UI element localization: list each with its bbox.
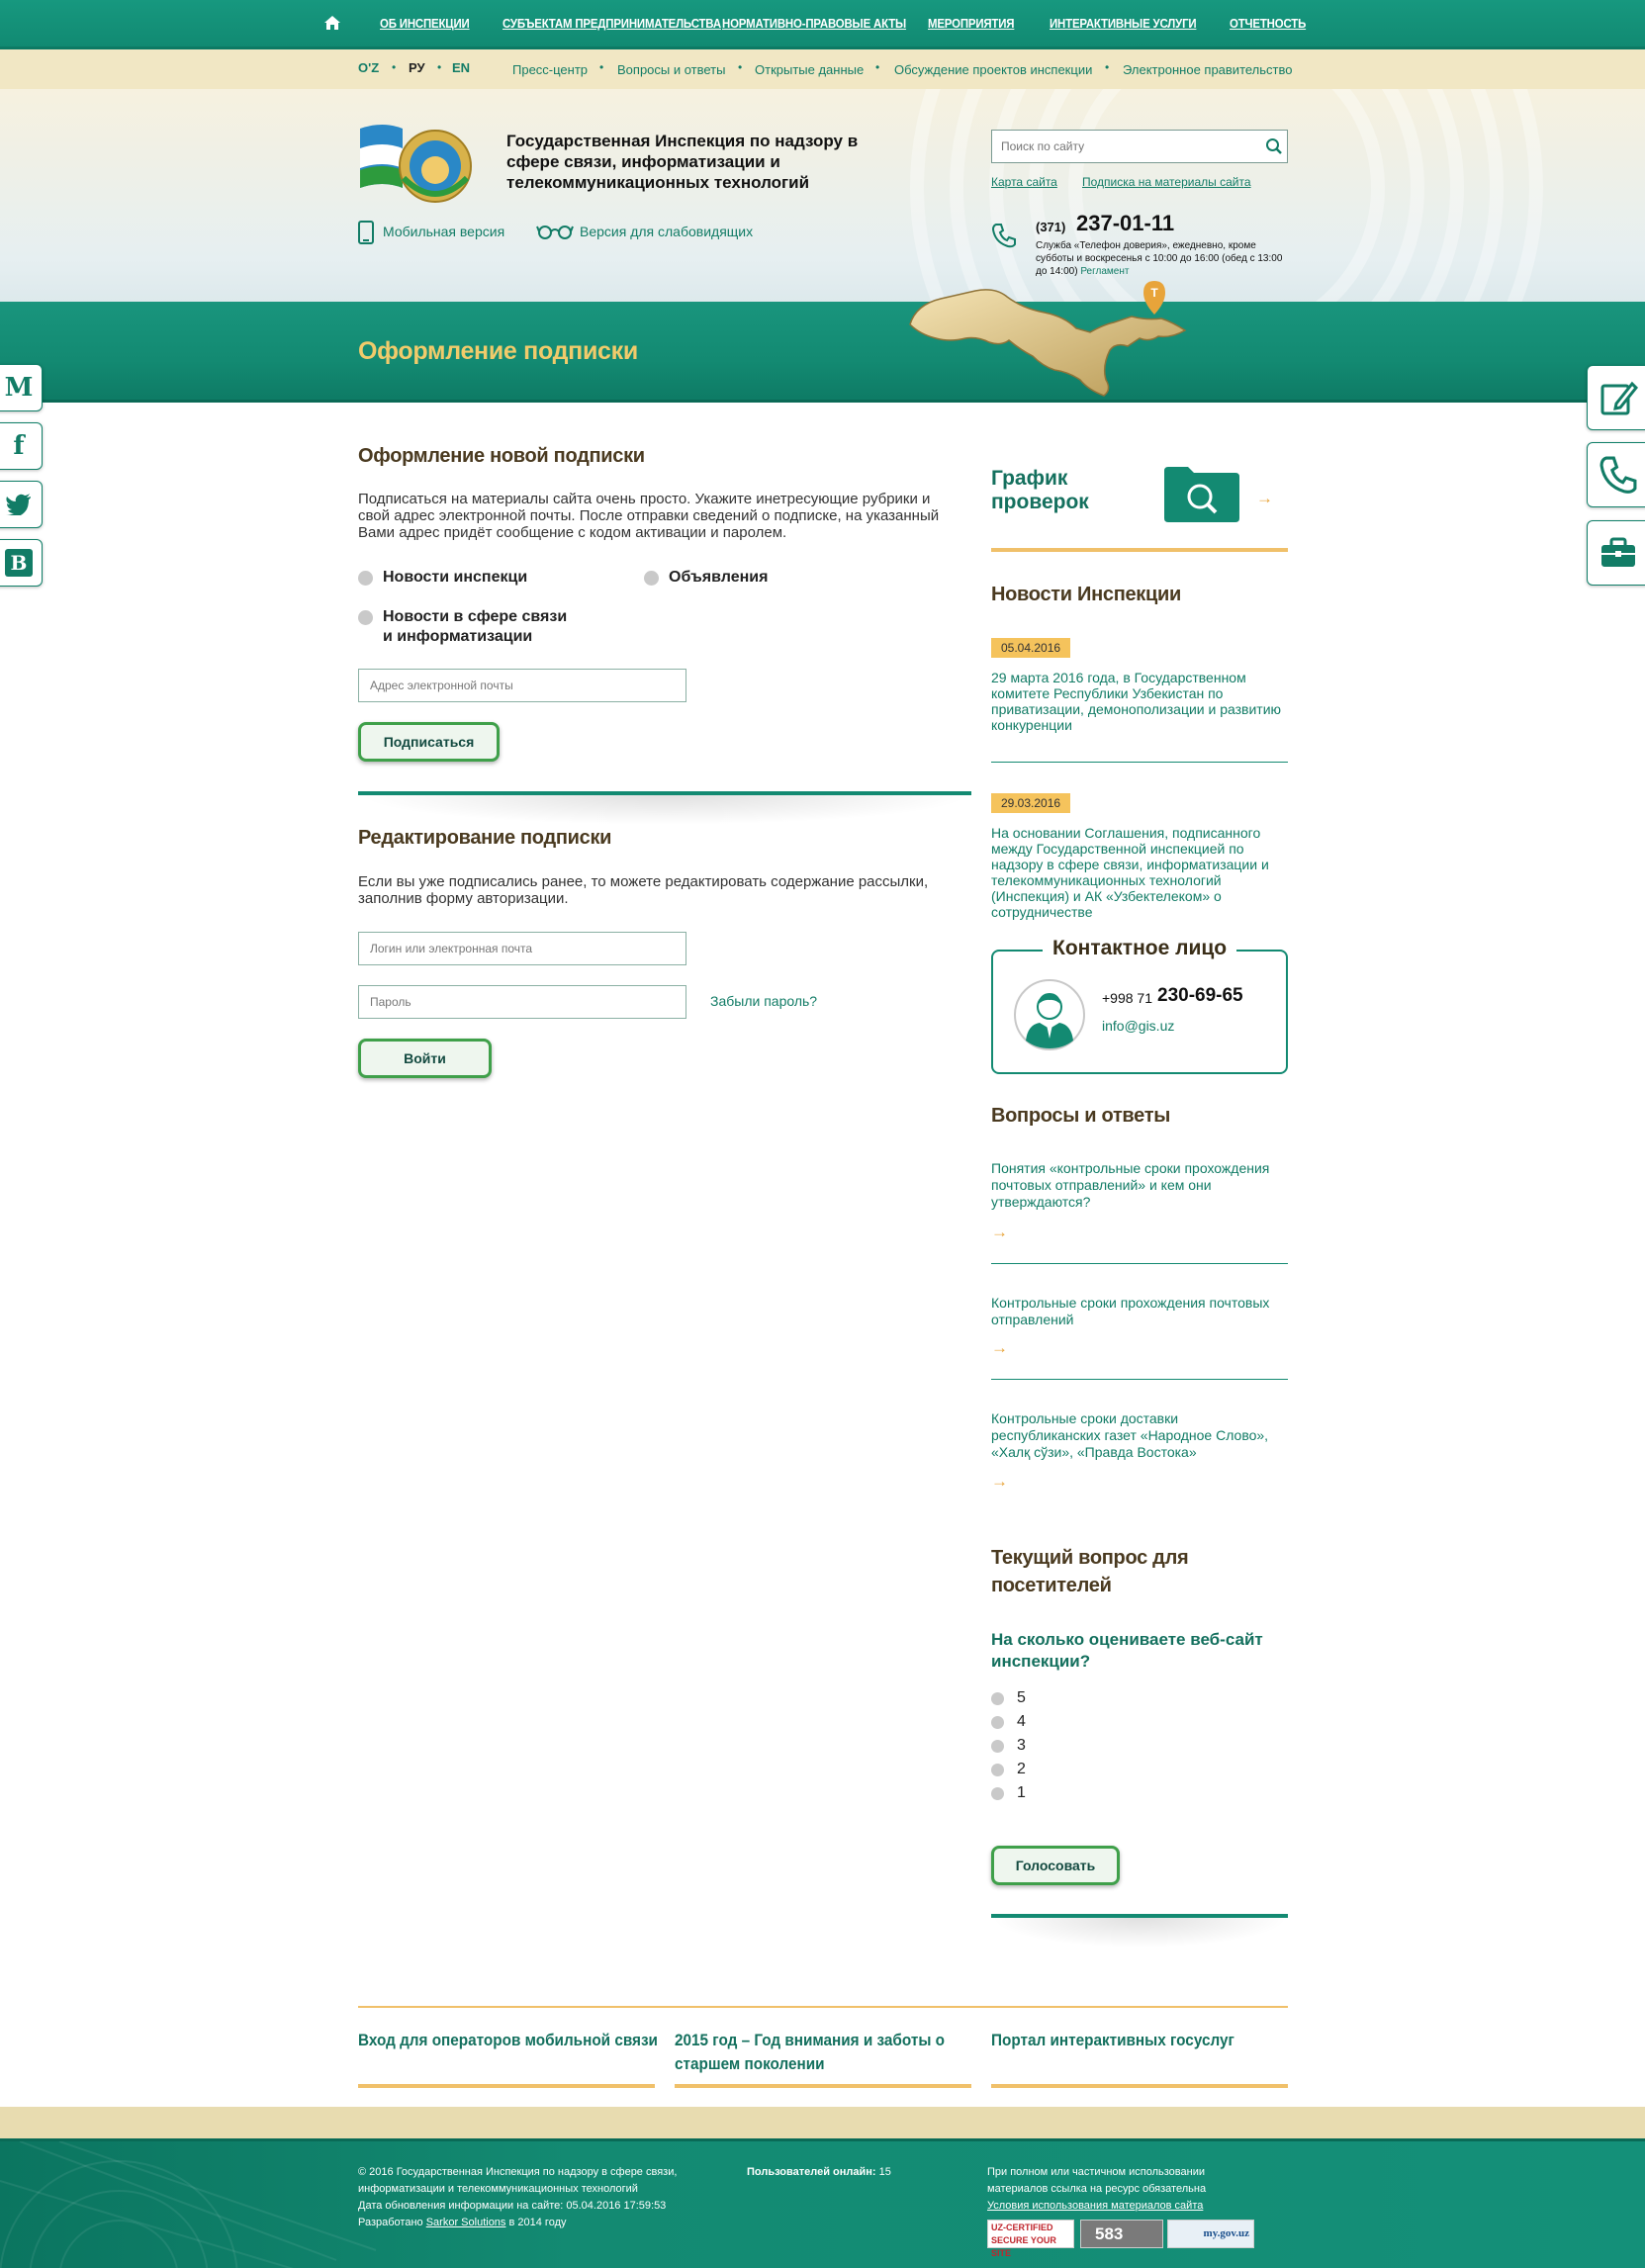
vkontakte-button[interactable] <box>0 539 43 587</box>
inspection-schedule-link[interactable] <box>991 467 1089 514</box>
year-link-line1: 2015 год – Год внимания и заботы о <box>675 2031 945 2049</box>
email-field <box>358 669 686 702</box>
organization-title[interactable]: Государственная Инспекция по надзору в сфере связи, информатизации и телекоммуникационных технологий <box>506 132 859 192</box>
nav-events[interactable]: МЕРОПРИЯТИЯ <box>928 16 1015 31</box>
avatar <box>1014 979 1085 1050</box>
services-button[interactable] <box>1587 520 1645 586</box>
state-emblem-logo[interactable] <box>358 119 472 208</box>
login-field <box>358 932 686 965</box>
contact-phone-code: +998 71 <box>1102 990 1152 1006</box>
contact-phone-number: 230-69-65 <box>1157 985 1243 1006</box>
footer-decor-strip <box>0 2107 1645 2138</box>
edit-subscription-text: Если вы уже подписались ранее, то можете редактировать содержание рассылки, заполнив форму авторизации. <box>358 873 929 907</box>
news-divider <box>991 762 1288 763</box>
new-subscription-text: Подписаться на материалы сайта очень просто. Укажите инетресующие рубрики и свой адрес электронной почты. После отправки сведений о подписке, на указанный Вами адрес придёт сообщение с кодом активации и паролем. <box>358 491 940 541</box>
secondary-navigation <box>0 49 1645 89</box>
poll-option-2[interactable]: 2 <box>991 1761 1026 1778</box>
briefcase-icon <box>1599 537 1637 569</box>
nav-legal-acts[interactable]: НОРМАТИВНО-ПРАВОВЫЕ АКТЫ <box>722 16 907 31</box>
qa-arrow-icon[interactable]: → <box>991 1223 1008 1241</box>
mobile-version-label: Мобильная версия <box>383 224 505 239</box>
login-button[interactable]: Войти <box>358 1039 492 1078</box>
online-users-label: Пользователей онлайн: <box>747 2166 876 2178</box>
nav-business[interactable]: СУБЪЕКТАМ ПРЕДПРИНИМАТЕЛЬСТВА <box>503 16 721 31</box>
year-link-line2: старшем поколении <box>675 2054 825 2073</box>
separator: • <box>599 60 604 74</box>
twitter-button[interactable] <box>0 481 43 528</box>
news-date-badge: 29.03.2016 <box>991 793 1070 813</box>
hotline-phone-number: 237-01-11 <box>1076 211 1175 235</box>
separator: • <box>1105 60 1110 74</box>
schedule-arrow-icon[interactable]: → <box>1256 489 1273 507</box>
footer-online-users <box>747 2164 891 2181</box>
nav-interactive-services[interactable]: ИНТЕРАКТИВНЫЕ УСЛУГИ <box>1050 16 1197 31</box>
poll-title-line1: Текущий вопрос для <box>991 1547 1189 1569</box>
separator: • <box>875 60 880 74</box>
vk-letter: B <box>10 551 28 575</box>
folder-search-icon[interactable] <box>1164 465 1239 522</box>
contact-person-title: Контактное лицо <box>1043 937 1236 960</box>
password-field <box>358 985 686 1019</box>
news-date-badge: 05.04.2016 <box>991 638 1070 658</box>
separator: • <box>437 60 442 74</box>
nav-reports[interactable]: ОТЧЕТНОСТЬ <box>1230 16 1307 31</box>
edit-form-icon <box>1599 378 1638 417</box>
link-press-center[interactable]: Пресс-центр <box>512 62 589 77</box>
mobile-phone-icon <box>358 221 374 244</box>
vote-button[interactable]: Голосовать <box>991 1846 1120 1885</box>
nav-about[interactable]: ОБ ИНСПЕКЦИИ <box>380 16 470 31</box>
checkbox-telecom-news[interactable] <box>358 607 567 647</box>
footer-dev-suffix: в 2014 году <box>508 2217 567 2228</box>
site-footer <box>0 2138 1645 2268</box>
divider-shadow <box>358 795 971 825</box>
lang-ru[interactable]: РУ <box>409 60 425 75</box>
login-input[interactable] <box>359 933 685 964</box>
lang-uz[interactable]: O'Z <box>358 60 380 75</box>
facebook-icon: f <box>13 431 25 461</box>
qa-arrow-icon[interactable]: → <box>991 1338 1008 1357</box>
poll-option-3[interactable]: 3 <box>991 1737 1026 1755</box>
poll-question: На сколько оцениваете веб-сайт инспекции? <box>991 1630 1263 1671</box>
my-gov-uz-badge[interactable]: my.gov.uz <box>1167 2220 1254 2248</box>
accessibility-version-link[interactable] <box>536 224 753 239</box>
footer-globe-decor <box>0 2141 415 2268</box>
site-header <box>0 89 1645 302</box>
accessibility-version-label: Версия для слабовидящих <box>580 224 754 239</box>
top-navigation <box>0 0 1645 49</box>
page-banner <box>0 302 1645 403</box>
new-subscription-title: Оформление новой подписки <box>358 445 645 467</box>
separator: • <box>392 60 397 74</box>
edit-subscription-title: Редактирование подписки <box>358 827 612 849</box>
subscribe-button[interactable]: Подписаться <box>358 722 500 762</box>
footer-copyright <box>358 2164 724 2231</box>
footer-copyright-line1: © 2016 Государственная Инспекция по надзору в сфере связи, <box>358 2166 678 2178</box>
footer-notice-line2: материалов ссылка на ресурс обязательна <box>987 2183 1207 2195</box>
home-icon[interactable] <box>323 14 341 32</box>
news-item-link[interactable]: На основании Соглашения, подписанного между Государственной инспекцией по надзору в сфере связи, информатизации и телекоммуникационных технологий (Инспекция) и АК «Узбектелеком» о сотрудничестве <box>991 825 1269 920</box>
bottom-link-underline <box>358 2084 655 2088</box>
bottom-link-underline <box>991 2084 1288 2088</box>
year-of-elderly-link[interactable] <box>675 2029 945 2076</box>
uz-certified-badge[interactable]: UZ-CERTIFIED SECURE YOUR SITE <box>987 2220 1074 2248</box>
link-projects-discussion[interactable]: Обсуждение проектов инспекции <box>894 62 1093 77</box>
qa-divider <box>991 1379 1288 1380</box>
qa-item-link[interactable]: Контрольные сроки доставки республиканских газет «Народное Слово», «Халқ сўзи», «Правда Востока» <box>991 1410 1269 1460</box>
bottom-link-underline <box>675 2084 971 2088</box>
search-icon[interactable] <box>1265 137 1283 155</box>
link-e-government[interactable]: Электронное правительство <box>1123 62 1293 77</box>
link-open-data[interactable]: Открытые данные <box>755 62 865 77</box>
sitemap-link[interactable]: Карта сайта <box>991 175 1057 189</box>
email-input[interactable] <box>359 670 685 701</box>
forgot-password-link[interactable]: Забыли пароль? <box>710 993 818 1009</box>
poll-option-4[interactable]: 4 <box>991 1713 1026 1731</box>
qa-arrow-icon[interactable]: → <box>991 1472 1008 1491</box>
schedule-divider <box>991 548 1288 552</box>
poll-title-line2: посетителей <box>991 1575 1112 1596</box>
mail-icon: M <box>4 373 34 403</box>
subscription-link[interactable]: Подписка на материалы сайта <box>1082 175 1251 189</box>
reglament-link[interactable]: Регламент <box>1080 266 1130 277</box>
phone-icon <box>991 223 1017 248</box>
poll-option-5[interactable]: 5 <box>991 1689 1026 1707</box>
facebook-button[interactable] <box>0 422 43 470</box>
qa-item-link[interactable]: Контрольные сроки прохождения почтовых отправлений <box>991 1295 1270 1327</box>
schedule-title-line1: График <box>991 467 1068 490</box>
feedback-button[interactable] <box>1587 365 1645 430</box>
poll-option-1[interactable]: 1 <box>991 1784 1026 1802</box>
qa-item-link[interactable]: Понятия «контрольные сроки прохождения почтовых отправлений» и кем они утверждаются? <box>991 1160 1270 1210</box>
svg-text:T: T <box>1150 286 1158 300</box>
news-section-title: Новости Инспекции <box>991 584 1181 605</box>
poll-divider-shadow <box>991 1918 1288 1948</box>
poll-section-title <box>991 1544 1188 1599</box>
separator: • <box>738 60 743 74</box>
checkbox-telecom-news-line1: Новости в сфере связи <box>383 608 568 625</box>
mobile-operators-login-link[interactable]: Вход для операторов мобильной связи <box>358 2031 658 2049</box>
contact-email-link[interactable]: info@gis.uz <box>1102 1018 1175 1034</box>
hotline-description <box>1036 239 1293 278</box>
developer-link[interactable]: Sarkor Solutions <box>425 2217 506 2228</box>
call-button[interactable] <box>1587 442 1645 507</box>
mail-social-button[interactable] <box>0 364 43 411</box>
qa-divider <box>991 1263 1288 1264</box>
counter-badge[interactable]: 583 <box>1080 2220 1163 2248</box>
uzbekistan-map-image <box>906 277 1208 401</box>
hotline-hours: Служба «Телефон доверия», ежедневно, кроме субботы и воскресенья с 10:00 до 16:00 (обед с 13:00 до 14:00) <box>1036 240 1283 277</box>
footer-notice-line1: При полном или частичном использовании <box>987 2166 1205 2178</box>
phone-area-code: (371) <box>1036 220 1066 234</box>
lang-en[interactable]: EN <box>452 60 471 75</box>
password-input[interactable] <box>359 986 685 1018</box>
online-users-count: 15 <box>878 2166 891 2178</box>
news-item-link[interactable]: 29 марта 2016 года, в Государственном комитете Республики Узбекистан по приватизации, демонополизации и развитию конкуренции <box>991 670 1282 733</box>
page-title: Оформление подписки <box>358 337 638 365</box>
link-faq[interactable]: Вопросы и ответы <box>617 62 726 77</box>
footer-notice <box>987 2164 1274 2215</box>
checkbox-telecom-news-line2: и информатизации <box>383 628 533 645</box>
vk-icon <box>5 549 33 577</box>
terms-of-use-link[interactable]: Условия использования материалов сайта <box>987 2200 1204 2212</box>
checkbox-announcements[interactable]: Объявления <box>644 568 768 588</box>
bottom-links-top-line <box>358 2006 1288 2008</box>
footer-update-date: Дата обновления информации на сайте: 05.04.2016 17:59:53 <box>358 2200 667 2212</box>
phone-call-icon <box>1599 455 1638 495</box>
checkbox-inspection-news[interactable]: Новости инспекци <box>358 568 527 588</box>
glasses-icon <box>536 224 574 239</box>
footer-copyright-line2: информатизации и телекоммуникационных технологий <box>358 2183 638 2195</box>
schedule-title-line2: проверок <box>991 491 1089 513</box>
site-search <box>991 130 1288 163</box>
twitter-icon <box>6 494 32 515</box>
mobile-version-link[interactable] <box>358 224 504 239</box>
search-input[interactable] <box>992 131 1239 162</box>
gov-services-portal-link[interactable]: Портал интерактивных госуслуг <box>991 2031 1234 2049</box>
footer-dev-prefix: Разработано <box>358 2217 423 2228</box>
qa-section-title: Вопросы и ответы <box>991 1105 1171 1127</box>
